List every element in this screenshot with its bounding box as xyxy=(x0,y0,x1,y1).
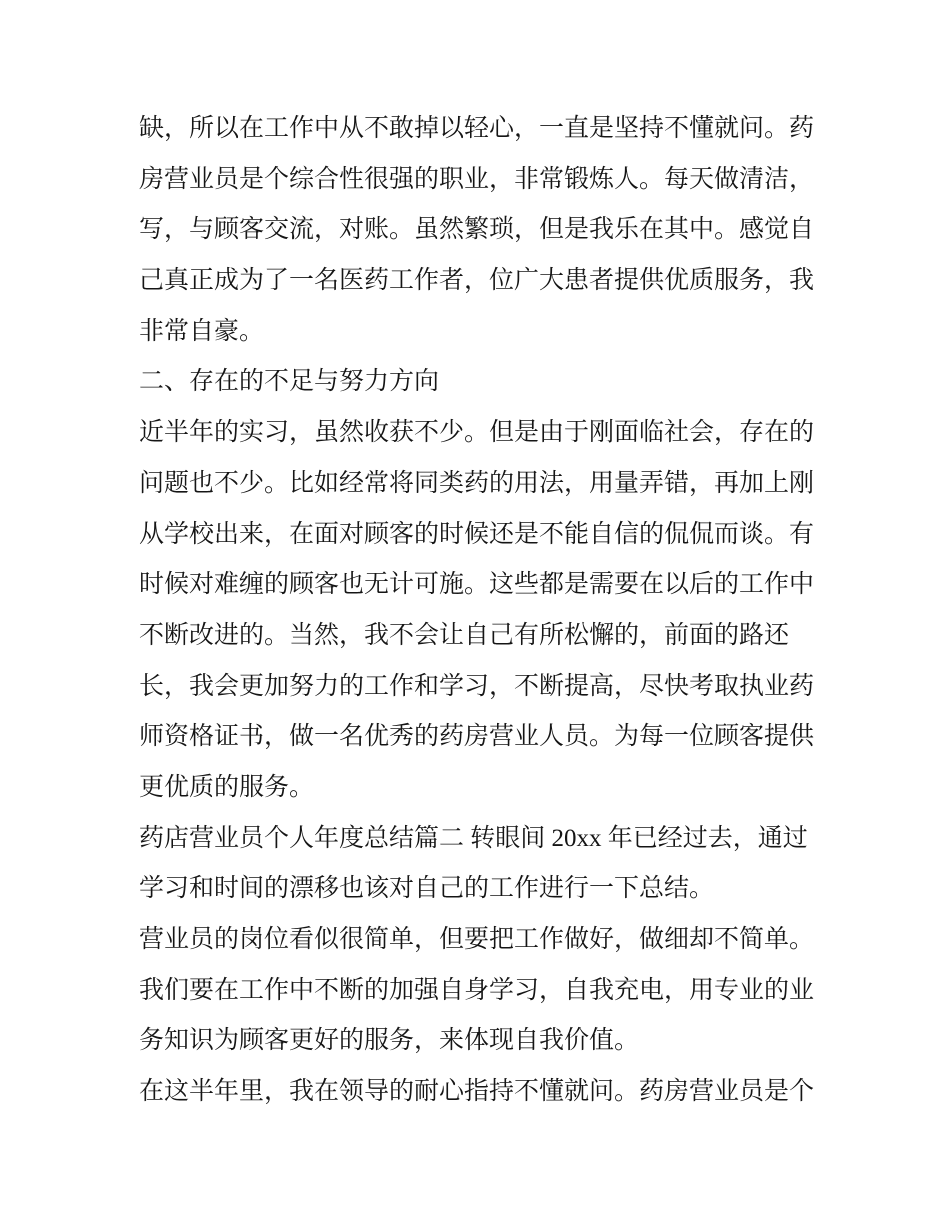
text-line: 二、存在的不足与努力方向 xyxy=(139,368,440,396)
text-line: 我们要在工作中不断的加强自身学习，自我充电，用专业的业 xyxy=(139,976,815,1004)
text-line: 长，我会更加努力的工作和学习，不断提高，尽快考取执业药 xyxy=(139,672,815,700)
text-line: 非常自豪。 xyxy=(139,317,265,345)
text-line: 药店营业员个人年度总结篇二 转眼间 20xx 年已经过去，通过 xyxy=(139,824,808,852)
text-line: 写，与顾客交流，对账。虽然繁琐，但是我乐在其中。感觉自 xyxy=(139,216,815,244)
text-line: 从学校出来，在面对顾客的时候还是不能自信的侃侃而谈。有 xyxy=(139,520,815,548)
text-line: 房营业员是个综合性很强的职业，非常锻炼人。每天做清洁， xyxy=(139,165,815,193)
text-line: 问题也不少。比如经常将同类药的用法，用量弄错，再加上刚 xyxy=(139,469,815,497)
text-line: 时候对难缠的顾客也无计可施。这些都是需要在以后的工作中 xyxy=(139,571,815,599)
text-line: 己真正成为了一名医药工作者，位广大患者提供优质服务，我 xyxy=(139,267,815,295)
text-line: 营业员的岗位看似很简单，但要把工作做好，做细却不简单。 xyxy=(139,926,815,953)
text-line: 师资格证书，做一名优秀的药房营业人员。为每一位顾客提供 xyxy=(139,723,815,751)
text-line: 在这半年里，我在领导的耐心指持不懂就问。药房营业员是个 xyxy=(139,1078,815,1106)
text-line: 更优质的服务。 xyxy=(139,773,315,801)
text-line: 学习和时间的漂移也该对自己的工作进行一下总结。 xyxy=(139,875,715,903)
text-line: 近半年的实习，虽然收获不少。但是由于刚面临社会，存在的 xyxy=(139,419,815,447)
document-text-block xyxy=(139,104,839,1118)
text-line: 务知识为顾客更好的服务，来体现自我价值。 xyxy=(139,1027,640,1055)
text-line: 缺，所以在工作中从不敢掉以轻心，一直是坚持不懂就问。药 xyxy=(139,115,815,142)
text-line: 不断改进的。当然，我不会让自己有所松懈的，前面的路还 xyxy=(139,621,790,649)
